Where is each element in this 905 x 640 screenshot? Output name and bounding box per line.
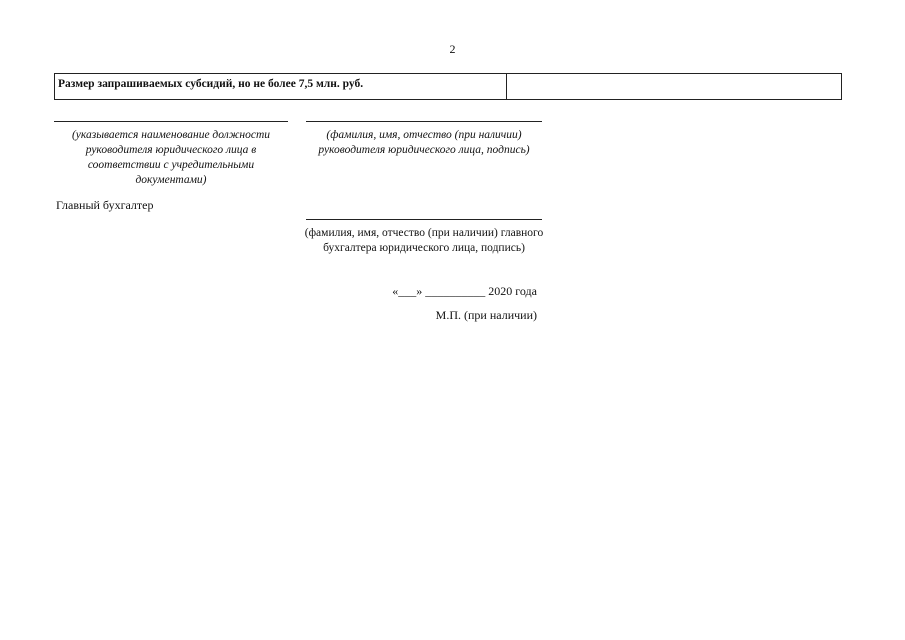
date-line: «___» __________ 2020 года [392, 284, 537, 298]
subsidy-value [507, 74, 841, 99]
stamp-note: М.П. (при наличии) [435, 308, 537, 322]
page-number: 2 [449, 42, 456, 56]
chief-accountant-title: Главный бухгалтер [56, 198, 154, 212]
accountant-signature-line [306, 219, 542, 220]
subsidy-table [54, 73, 842, 100]
subsidy-label: Размер запрашиваемых субсидий, но не более 7,5 млн. руб. [55, 74, 507, 99]
director-position-caption: (указывается наименование должности руководителя юридического лица в соответствии с учредительными документами) [71, 129, 271, 186]
director-name-caption: (фамилия, имя, отчество (при наличии) руководителя юридического лица, подпись) [318, 129, 530, 156]
director-signature-line [306, 121, 542, 122]
accountant-name-caption: (фамилия, имя, отчество (при наличии) главного бухгалтера юридического лица, подпись) [304, 227, 544, 254]
director-position-line [54, 121, 288, 122]
